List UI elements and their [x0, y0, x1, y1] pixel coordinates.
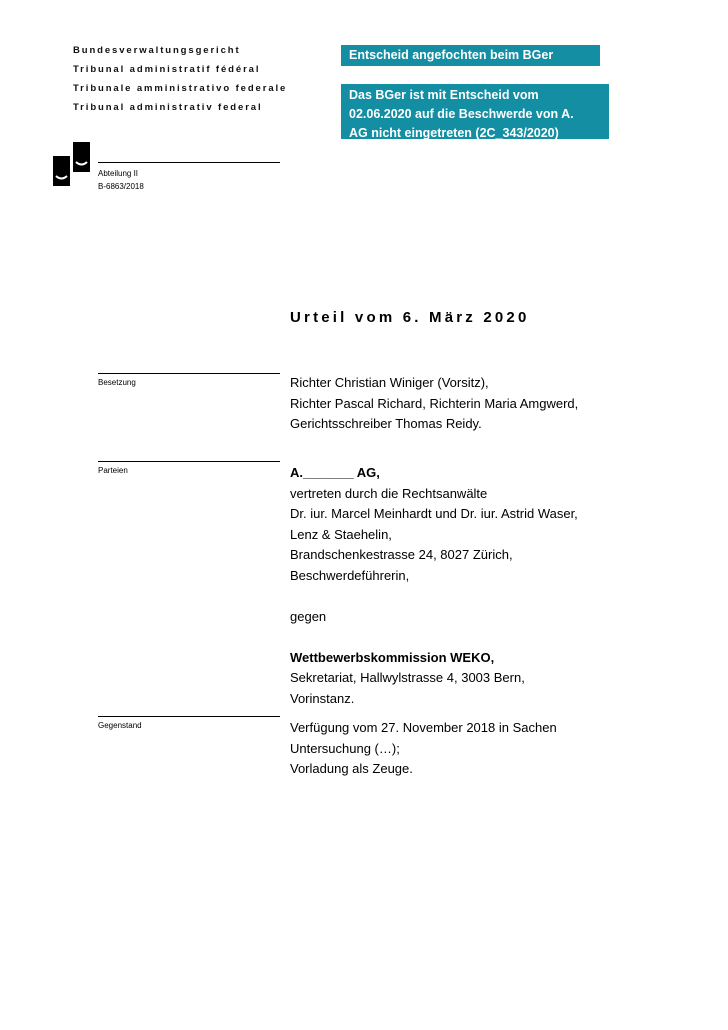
division-info: [98, 167, 144, 193]
party-respondent: Wettbewerbskommission WEKO,: [290, 649, 495, 665]
section-label-parteien: Parteien: [98, 466, 128, 475]
spacer: [290, 627, 578, 648]
text-line: Beschwerdeführerin,: [290, 567, 410, 583]
text-line: Sekretariat, Hallwylstrasse 4, 3003 Bern,: [290, 670, 525, 685]
text-line: Brandschenkestrasse 24, 8027 Zürich,: [290, 547, 513, 562]
section-label-gegenstand: Gegenstand: [98, 721, 142, 730]
court-names: [73, 41, 287, 117]
text-line: Untersuchung (…);: [290, 740, 400, 756]
section-divider-parteien: [98, 461, 280, 462]
division-label: Abteilung II: [98, 169, 139, 178]
text-line: Dr. iur. Marcel Meinhardt und Dr. iur. Astrid Waser,: [290, 506, 578, 521]
section-content-parteien: [290, 463, 578, 709]
court-name-fr: Tribunal administratif fédéral: [73, 64, 261, 75]
text-line: Vorinstanz.: [290, 690, 355, 706]
text-gegen: gegen: [290, 608, 327, 624]
document-title: Urteil vom 6. März 2020: [290, 309, 530, 326]
text-line: Gerichtsschreiber Thomas Reidy.: [290, 416, 482, 431]
appeal-banner-title: Entscheid angefochten beim BGer: [341, 45, 600, 66]
text-line: Richter Christian Winiger (Vorsitz),: [290, 375, 489, 390]
spacer: [290, 586, 578, 607]
text-line: Lenz & Staehelin,: [290, 526, 392, 542]
section-label-besetzung: Besetzung: [98, 378, 136, 387]
text-line: Verfügung vom 27. November 2018 in Sachen: [290, 720, 557, 735]
party-applicant: A._______ AG,: [290, 465, 380, 480]
text-line: Vorladung als Zeuge.: [290, 761, 413, 776]
text-line: Richter Pascal Richard, Richterin Maria Amgwerd,: [290, 395, 579, 411]
court-name-de: Bundesverwaltungsgericht: [73, 45, 241, 56]
section-content-besetzung: [290, 373, 578, 435]
header-divider: [98, 162, 280, 163]
court-name-it: Tribunale amministrativo federale: [73, 83, 288, 94]
court-logo-icon: [53, 142, 91, 186]
case-number: B-6863/2018: [98, 182, 144, 191]
section-divider-gegenstand: [98, 716, 280, 717]
text-line: vertreten durch die Rechtsanwälte: [290, 485, 488, 501]
section-content-gegenstand: [290, 718, 557, 780]
court-name-rm: Tribunal administrativ federal: [73, 102, 263, 113]
appeal-banner-body: Das BGer ist mit Entscheid vom 02.06.2020 auf die Beschwerde von A. AG nicht eingetreten (2C_343/2020): [341, 84, 609, 139]
section-divider-besetzung: [98, 373, 280, 374]
